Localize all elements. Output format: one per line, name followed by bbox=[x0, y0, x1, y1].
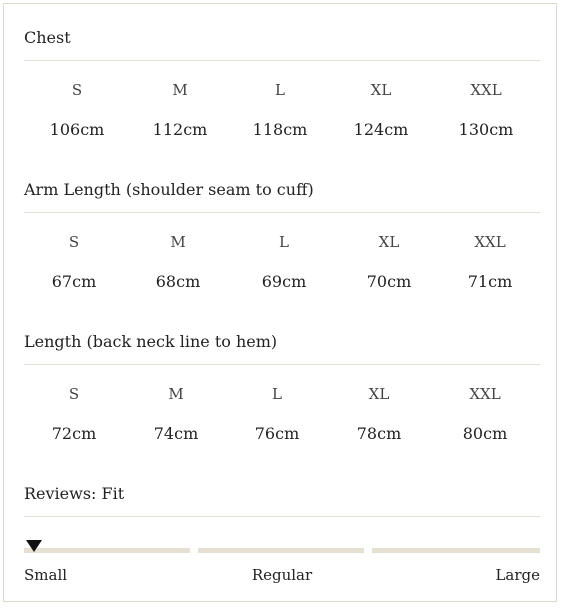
arm-length-value-l: 69cm bbox=[261, 272, 307, 291]
arm-length-value-s: 67cm bbox=[51, 272, 97, 291]
size-label-s: S bbox=[68, 233, 80, 251]
arm-length-divider bbox=[24, 212, 540, 213]
arm-length-section bbox=[24, 180, 540, 291]
size-label-xxl: XXL bbox=[474, 233, 506, 251]
reviews-fit-title: Reviews: Fit bbox=[24, 484, 125, 503]
chest-value-l: 118cm bbox=[252, 120, 308, 139]
chest-value-s: 106cm bbox=[49, 120, 105, 139]
fit-track-large bbox=[372, 548, 540, 553]
length-value-l: 76cm bbox=[254, 424, 300, 443]
chest-divider bbox=[24, 60, 540, 61]
fit-track-regular bbox=[198, 548, 364, 553]
length-value-m: 74cm bbox=[153, 424, 199, 443]
length-size-row bbox=[24, 385, 540, 405]
reviews-divider bbox=[24, 516, 540, 517]
fit-label-small: Small bbox=[24, 566, 68, 584]
chest-value-row bbox=[24, 120, 540, 140]
arm-length-value-m: 68cm bbox=[155, 272, 201, 291]
arm-length-size-row bbox=[24, 233, 540, 253]
chest-value-xxl: 130cm bbox=[458, 120, 514, 139]
chest-size-row bbox=[24, 81, 540, 101]
length-title: Length (back neck line to hem) bbox=[24, 332, 278, 351]
chest-title: Chest bbox=[24, 28, 71, 47]
arm-length-value-row bbox=[24, 272, 540, 292]
size-label-l: L bbox=[275, 81, 285, 99]
fit-track-small bbox=[24, 548, 190, 553]
arm-length-value-xxl: 71cm bbox=[467, 272, 513, 291]
length-section bbox=[24, 332, 540, 443]
chest-value-m: 112cm bbox=[152, 120, 208, 139]
fit-label-large: Large bbox=[495, 566, 540, 584]
length-divider bbox=[24, 364, 540, 365]
fit-label-regular: Regular bbox=[251, 566, 313, 584]
size-label-m: M bbox=[172, 81, 188, 99]
length-value-s: 72cm bbox=[51, 424, 97, 443]
size-label-xl: XL bbox=[378, 233, 400, 251]
length-value-xl: 78cm bbox=[356, 424, 402, 443]
size-label-xl: XL bbox=[368, 385, 390, 403]
arm-length-title: Arm Length (shoulder seam to cuff) bbox=[24, 180, 314, 199]
size-label-s: S bbox=[71, 81, 83, 99]
fit-indicator-marker bbox=[26, 540, 42, 552]
arm-length-value-xl: 70cm bbox=[366, 272, 412, 291]
size-label-m: M bbox=[170, 233, 186, 251]
size-label-xxl: XXL bbox=[470, 81, 502, 99]
size-label-xxl: XXL bbox=[469, 385, 501, 403]
reviews-fit-section bbox=[24, 484, 540, 584]
chest-value-xl: 124cm bbox=[353, 120, 409, 139]
chest-section bbox=[24, 28, 540, 139]
size-label-l: L bbox=[272, 385, 282, 403]
size-label-l: L bbox=[279, 233, 289, 251]
size-label-m: M bbox=[168, 385, 184, 403]
size-guide-panel bbox=[3, 3, 557, 602]
size-label-xl: XL bbox=[370, 81, 392, 99]
length-value-xxl: 80cm bbox=[462, 424, 508, 443]
size-label-s: S bbox=[68, 385, 80, 403]
length-value-row bbox=[24, 424, 540, 444]
